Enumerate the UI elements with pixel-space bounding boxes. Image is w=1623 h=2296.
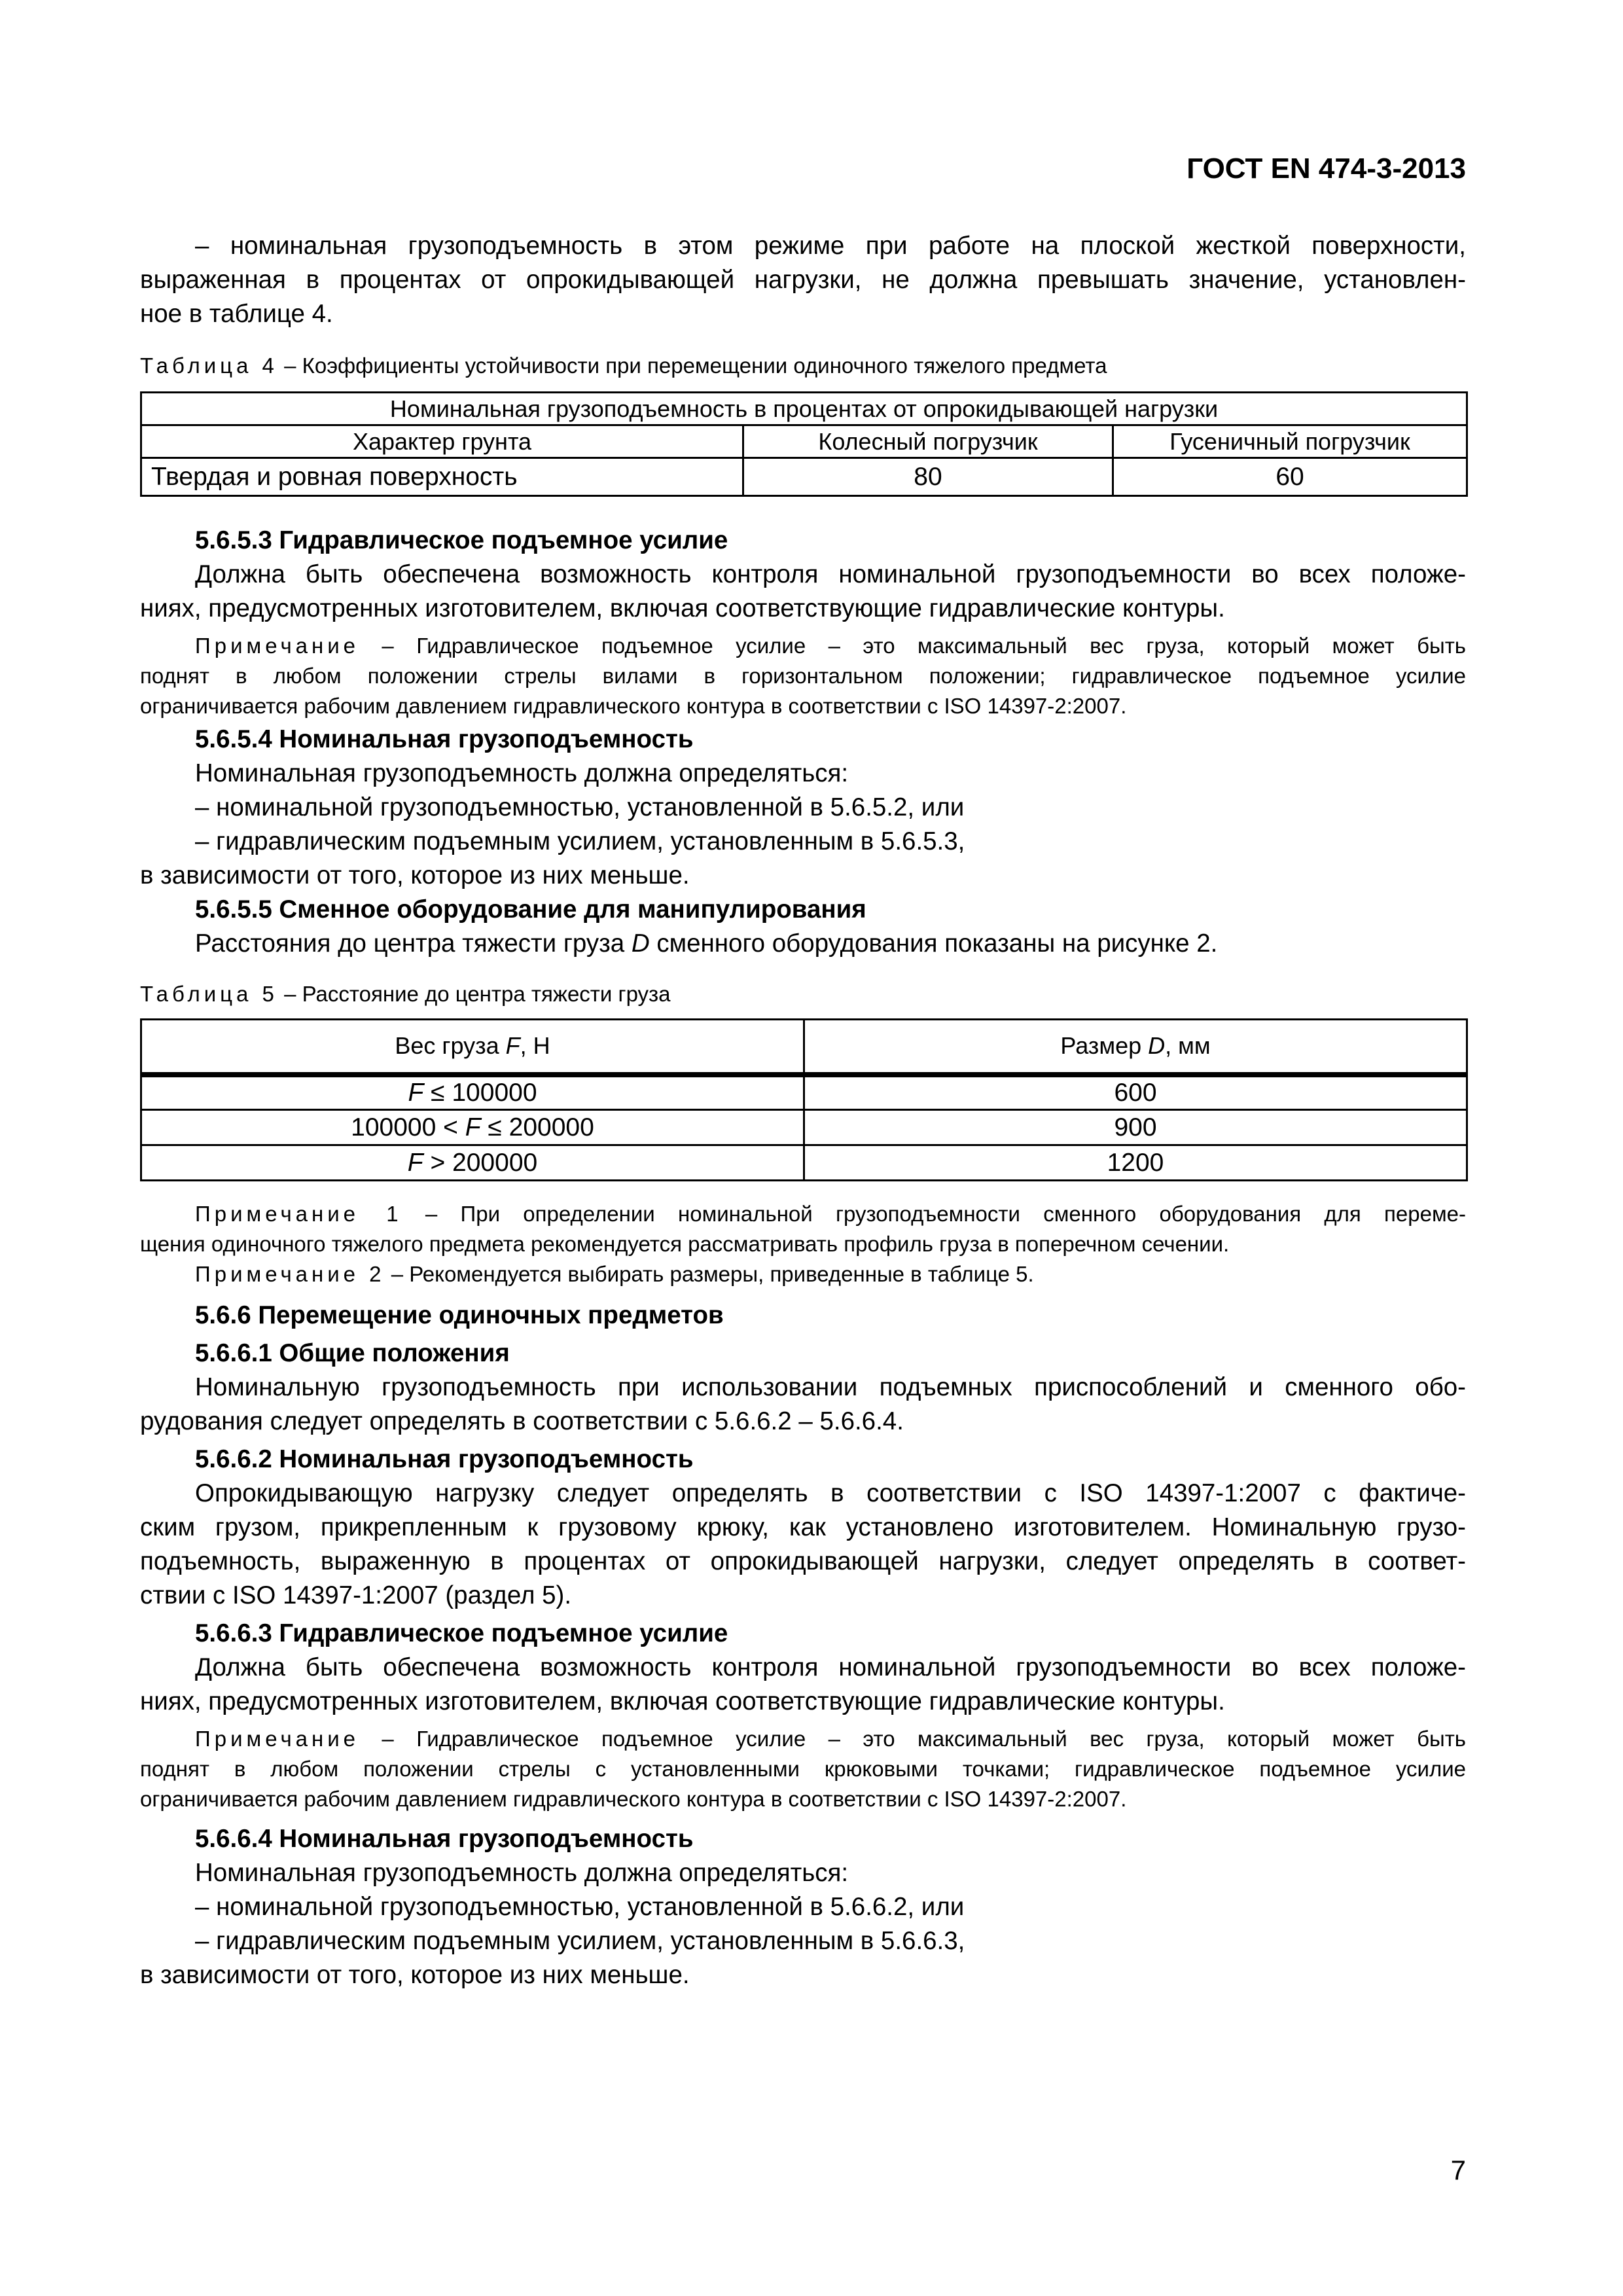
section-5663-title: 5.6.6.3 Гидравлическое подъемное усилие <box>195 1619 728 1647</box>
section-5654-line-4: в зависимости от того, которое из них меньше. <box>140 861 690 889</box>
section-5655-title: 5.6.5.5 Сменное оборудование для манипулирования <box>195 895 866 924</box>
text-run: Размер <box>1060 1032 1149 1060</box>
italic-var: D <box>631 929 650 958</box>
text-run: 100000 < <box>351 1113 465 1141</box>
section-566-title: 5.6.6 Перемещение одиночных предметов <box>195 1301 724 1329</box>
section-5664-title: 5.6.6.4 Номинальная грузоподъемность <box>195 1825 694 1853</box>
text-run: ≤ 100000 <box>423 1078 537 1107</box>
page-number: 7 <box>1450 2155 1466 2185</box>
section-5662-line-1: Опрокидывающую нагрузку следует определять в соответствии с ISO 14397-1:2007 с фактиче- <box>195 1479 1466 1507</box>
section-5654-line-1: Номинальная грузоподъемность должна определяться: <box>195 759 849 787</box>
section-5663-note-line-3: ограничивается рабочим давлением гидравлического контура в соответствии с ISO 14397-2:2007. <box>140 1787 1127 1811</box>
table5-col-header-1 <box>141 1020 804 1075</box>
section-5661-line-1: Номинальную грузоподъемность при использовании подъемных приспособлений и сменного обо- <box>195 1373 1466 1401</box>
note-label: Примечание 2 <box>195 1262 385 1286</box>
table5-cell: 600 <box>804 1075 1467 1110</box>
table5-cell <box>141 1110 804 1145</box>
section-5662-title: 5.6.6.2 Номинальная грузоподъемность <box>195 1445 694 1473</box>
section-5663-line-2: ниях, предусмотренных изготовителем, включая соответствующие гидравлические контуры. <box>140 1687 1225 1715</box>
note-label: Примечание <box>195 1727 360 1751</box>
note-text: – Гидравлическое подъемное усилие – это максимальный вес груза, который может быть <box>359 1727 1466 1751</box>
table5-label: Таблица 5 <box>140 982 278 1006</box>
document-header: ГОСТ EN 474-3-2013 <box>1186 152 1466 185</box>
table-4 <box>140 391 1468 497</box>
note-label: Примечание 1 <box>195 1202 402 1226</box>
section-5664-line-1: Номинальная грузоподъемность должна определяться: <box>195 1859 849 1887</box>
text-run: > 200000 <box>423 1148 538 1177</box>
section-5662-line-3: подъемность, выраженную в процентах от опрокидывающей нагрузки, следует определять в соответ- <box>140 1547 1466 1575</box>
note-text: – Гидравлическое подъемное усилие – это максимальный вес груза, который может быть <box>359 634 1466 658</box>
table5-note1-line-1 <box>195 1199 1466 1229</box>
table-5 <box>140 1018 1468 1181</box>
italic-var: F <box>408 1078 424 1107</box>
note-text: – Рекомендуется выбирать размеры, приведенные в таблице 5. <box>385 1262 1034 1286</box>
section-5663-line-1: Должна быть обеспечена возможность контроля номинальной грузоподъемности во всех положе- <box>195 1653 1466 1681</box>
section-5661-line-2: рудования следует определять в соответствии с 5.6.6.2 – 5.6.6.4. <box>140 1407 904 1435</box>
section-5655-line-1 <box>195 927 1217 961</box>
italic-var: F <box>465 1113 481 1141</box>
section-5662-line-4: ствии с ISO 14397-1:2007 (раздел 5). <box>140 1581 572 1609</box>
section-5653-line-2: ниях, предусмотренных изготовителем, включая соответствующие гидравлические контуры. <box>140 594 1225 622</box>
table5-cell: 1200 <box>804 1145 1467 1181</box>
table4-caption <box>140 351 1107 381</box>
intro-line-1: – номинальная грузоподъемность в этом режиме при работе на плоской жесткой поверхности, <box>195 232 1466 260</box>
section-5653-line-1: Должна быть обеспечена возможность контроля номинальной грузоподъемности во всех положе- <box>195 560 1466 588</box>
note-text: – При определении номинальной грузоподъемности сменного оборудования для переме- <box>402 1202 1467 1226</box>
table4-col-header-2: Колесный погрузчик <box>743 425 1113 458</box>
table4-label: Таблица 4 <box>140 353 278 378</box>
section-5663-note-line-1 <box>195 1724 1466 1754</box>
section-5663-note-line-2: поднят в любом положении стрелы с установленными крюковыми точками; гидравлическое подъемное усилие <box>140 1757 1466 1781</box>
intro-line-3: ное в таблице 4. <box>140 300 333 328</box>
text-run: , Н <box>520 1032 550 1060</box>
table5-cell <box>141 1075 804 1110</box>
table5-caption-text: – Расстояние до центра тяжести груза <box>277 982 671 1006</box>
section-5653-note-line-2: поднят в любом положении стрелы вилами в горизонтальном положении; гидравлическое подъемное усилие <box>140 664 1466 688</box>
table5-cell: 900 <box>804 1110 1467 1145</box>
section-5653-title: 5.6.5.3 Гидравлическое подъемное усилие <box>195 526 728 554</box>
section-5664-line-2: – номинальной грузоподъемностью, установленной в 5.6.6.2, или <box>195 1893 965 1921</box>
italic-var: F <box>505 1032 520 1060</box>
italic-var: F <box>407 1148 423 1177</box>
section-5664-line-4: в зависимости от того, которое из них меньше. <box>140 1961 690 1989</box>
section-5654-line-3: – гидравлическим подъемным усилием, установленным в 5.6.5.3, <box>195 827 965 855</box>
table5-note2 <box>195 1259 1034 1289</box>
section-5664-line-3: – гидравлическим подъемным усилием, установленным в 5.6.6.3, <box>195 1927 965 1955</box>
section-5653-note-line-3: ограничивается рабочим давлением гидравлического контура в соответствии с ISO 14397-2:2007. <box>140 694 1127 718</box>
table4-col-header-1: Характер грунта <box>141 425 743 458</box>
section-5662-line-2: ским грузом, прикрепленным к грузовому крюку, как установлено изготовителем. Номинальную грузо- <box>140 1513 1466 1541</box>
table4-span-header: Номинальная грузоподъемность в процентах от опрокидывающей нагрузки <box>141 393 1467 425</box>
section-5653-note-line-1 <box>195 631 1466 661</box>
table4-col-header-3: Гусеничный погрузчик <box>1113 425 1467 458</box>
intro-line-2: выраженная в процентах от опрокидывающей нагрузки, не должна превышать значение, установлен- <box>140 266 1466 294</box>
table4-cell: 60 <box>1113 458 1467 496</box>
table5-col-header-2 <box>804 1020 1467 1075</box>
text-run: Вес груза <box>395 1032 506 1060</box>
text-run: ≤ 200000 <box>480 1113 594 1141</box>
section-5661-title: 5.6.6.1 Общие положения <box>195 1339 510 1367</box>
text-run: Расстояния до центра тяжести груза <box>195 929 632 958</box>
section-5654-title: 5.6.5.4 Номинальная грузоподъемность <box>195 725 694 753</box>
table4-cell: 80 <box>743 458 1113 496</box>
section-5654-line-2: – номинальной грузоподъемностью, установленной в 5.6.5.2, или <box>195 793 965 821</box>
text-run: , мм <box>1165 1032 1211 1060</box>
table5-note1-line-2: щения одиночного тяжелого предмета рекомендуется рассматривать профиль груза в поперечном сечении. <box>140 1232 1230 1256</box>
italic-var: D <box>1148 1032 1166 1060</box>
table5-caption <box>140 979 671 1009</box>
table4-cell: Твердая и ровная поверхность <box>141 458 743 496</box>
text-run: сменного оборудования показаны на рисунке 2. <box>649 929 1218 958</box>
table5-cell <box>141 1145 804 1181</box>
table4-caption-text: – Коэффициенты устойчивости при перемещении одиночного тяжелого предмета <box>277 353 1107 378</box>
note-label: Примечание <box>195 634 360 658</box>
